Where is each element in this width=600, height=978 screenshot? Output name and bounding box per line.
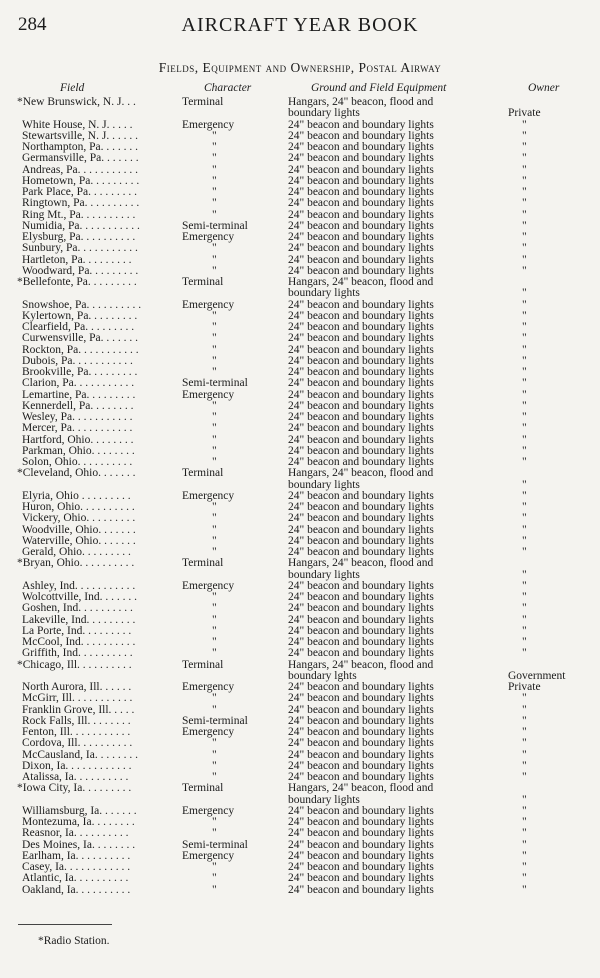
equipment-cell: 24" beacon and boundary lights	[288, 534, 434, 547]
character-cell: Emergency	[182, 388, 235, 401]
character-cell: "	[212, 703, 217, 716]
field-cell: McGirr, Ill. . . . . . . . . . .	[22, 692, 133, 705]
character-cell: "	[212, 129, 217, 142]
character-cell: "	[212, 354, 217, 367]
column-header-owner: Owner	[528, 82, 560, 94]
character-cell: "	[212, 343, 217, 356]
owner-cell: "	[522, 692, 527, 705]
equipment-cell: 24" beacon and boundary lights	[288, 197, 434, 210]
owner-cell: "	[522, 388, 527, 401]
character-cell: "	[212, 602, 217, 615]
field-cell: Atalissa, Ia. . . . . . . . . .	[22, 771, 129, 783]
field-cell: North Aurora, Ill. . . . . .	[22, 681, 132, 693]
airway-table	[0, 97, 600, 896]
field-cell: Waterville, Ohio. . . . . . .	[22, 534, 136, 547]
owner-cell: "	[522, 647, 527, 660]
field-cell: Woodville, Ohio. . . . . . .	[22, 523, 136, 536]
equipment-cell: 24" beacon and boundary lights	[288, 433, 434, 446]
character-cell: "	[212, 872, 217, 885]
owner-cell: "	[522, 422, 527, 435]
owner-cell: "	[522, 253, 527, 266]
equipment-cell: 24" beacon and boundary lights	[288, 602, 434, 615]
field-cell: McCool, Ind. . . . . . . . . .	[22, 636, 136, 648]
equipment-cell: boundary lights	[288, 478, 360, 491]
owner-cell: "	[522, 366, 527, 378]
field-cell: Clearfield, Pa. . . . . . . . .	[22, 321, 135, 333]
table-row	[0, 783, 600, 794]
field-cell: Curwensville, Pa. . . . . . .	[22, 332, 138, 345]
field-cell: *Cleveland, Ohio. . . . . . .	[17, 467, 136, 480]
field-cell: Kylertown, Pa. . . . . . . . .	[22, 309, 138, 322]
equipment-cell: 24" beacon and boundary lights	[288, 883, 434, 896]
equipment-cell: 24" beacon and boundary lights	[288, 332, 434, 345]
equipment-cell: 24" beacon and boundary lights	[288, 624, 434, 637]
field-cell: Gerald, Ohio. . . . . . . . .	[22, 546, 131, 558]
footnote-rule	[18, 924, 112, 925]
table-row	[0, 153, 600, 164]
table-row	[0, 468, 600, 479]
equipment-cell: 24" beacon and boundary lights	[288, 771, 434, 783]
equipment-cell: 24" beacon and boundary lights	[288, 501, 434, 513]
character-cell: "	[212, 332, 217, 345]
equipment-cell: 24" beacon and boundary lights	[288, 298, 434, 311]
equipment-cell: 24" beacon and boundary lights	[288, 354, 434, 367]
equipment-cell: boundary lights	[288, 287, 360, 300]
owner-cell: "	[522, 624, 527, 637]
owner-cell: "	[522, 568, 527, 581]
character-cell: "	[212, 456, 217, 468]
owner-cell: "	[522, 219, 527, 232]
owner-cell: "	[522, 523, 527, 536]
equipment-cell: 24" beacon and boundary lights	[288, 129, 434, 142]
owner-cell: "	[522, 591, 527, 603]
equipment-cell: 24" beacon and boundary lights	[288, 827, 434, 840]
owner-cell: "	[522, 714, 527, 727]
character-cell: "	[212, 883, 217, 896]
equipment-cell: 24" beacon and boundary lights	[288, 309, 434, 322]
field-cell: Rockton, Pa. . . . . . . . . . .	[22, 343, 139, 356]
field-cell: Montezuma, Ia. . . . . . . .	[22, 816, 135, 828]
character-cell: "	[212, 647, 217, 660]
owner-cell: "	[522, 579, 527, 592]
field-cell: Hometown, Pa. . . . . . . . .	[22, 174, 140, 187]
field-cell: Lakeville, Ind. . . . . . . . .	[22, 613, 136, 626]
table-row	[0, 288, 600, 299]
table-row	[0, 513, 600, 524]
field-cell: Stewartsville, N. J. . . . . .	[22, 129, 138, 142]
equipment-cell: 24" beacon and boundary lights	[288, 692, 434, 705]
character-cell: "	[212, 433, 217, 446]
owner-cell: "	[522, 636, 527, 648]
field-cell: Wolcottville, Ind. . . . . . .	[22, 591, 138, 603]
equipment-cell: boundary lights	[288, 568, 360, 581]
field-cell: Casey, Ia. . . . . . . . . . . .	[22, 861, 131, 873]
equipment-cell: 24" beacon and boundary lights	[288, 456, 434, 468]
character-cell: "	[212, 591, 217, 603]
character-cell: "	[212, 264, 217, 277]
owner-cell: "	[522, 827, 527, 840]
footnote: *Radio Station.	[38, 935, 110, 947]
field-cell: Dixon, Ia. . . . . . . . . . . .	[22, 759, 132, 772]
character-cell: "	[212, 692, 217, 705]
equipment-cell: 24" beacon and boundary lights	[288, 523, 434, 536]
owner-cell: "	[522, 546, 527, 558]
character-cell: "	[212, 771, 217, 783]
owner-cell: "	[522, 759, 527, 772]
owner-cell: "	[522, 242, 527, 255]
table-row	[0, 378, 600, 389]
column-header-field: Field	[60, 82, 85, 94]
equipment-cell: Hangars, 24" beacon, flood and	[288, 96, 434, 108]
equipment-cell: 24" beacon and boundary lights	[288, 321, 434, 333]
table-row	[0, 423, 600, 434]
equipment-cell: Hangars, 24" beacon, flood and	[288, 467, 434, 480]
field-cell: Hartleton, Pa. . . . . . . . .	[22, 253, 132, 266]
character-cell: "	[212, 366, 217, 378]
owner-cell: "	[522, 444, 527, 457]
owner-cell: "	[522, 174, 527, 187]
field-cell: Huron, Ohio. . . . . . . . . .	[22, 501, 135, 513]
equipment-cell: 24" beacon and boundary lights	[288, 422, 434, 435]
equipment-cell: 24" beacon and boundary lights	[288, 681, 434, 693]
field-cell: Williamsburg, Ia. . . . . . .	[22, 804, 137, 817]
character-cell: "	[212, 501, 217, 513]
table-row	[0, 558, 600, 569]
owner-cell: "	[522, 129, 527, 142]
running-head: AIRCRAFT YEAR BOOK	[181, 14, 419, 36]
field-cell: Kennerdell, Pa. . . . . . . .	[22, 399, 134, 412]
field-cell: *Bellefonte, Pa. . . . . . . . .	[17, 276, 137, 288]
character-cell: "	[212, 309, 217, 322]
owner-cell: "	[522, 343, 527, 356]
field-cell: Goshen, Ind. . . . . . . . . .	[22, 602, 133, 615]
character-cell: "	[212, 422, 217, 435]
field-cell: Sunbury, Pa. . . . . . . . . . .	[22, 242, 138, 255]
equipment-cell: 24" beacon and boundary lights	[288, 174, 434, 187]
equipment-cell: boundary lghts	[288, 669, 357, 682]
owner-cell: "	[522, 118, 527, 131]
equipment-cell: 24" beacon and boundary lights	[288, 703, 434, 716]
owner-cell: Private	[508, 681, 541, 693]
table-row	[0, 873, 600, 884]
owner-cell: "	[522, 771, 527, 783]
owner-cell: "	[522, 287, 527, 300]
character-cell: Semi-terminal	[182, 714, 248, 727]
equipment-cell: 24" beacon and boundary lights	[288, 636, 434, 648]
field-cell: Vickery, Ohio. . . . . . . . .	[22, 512, 136, 525]
character-cell: "	[212, 512, 217, 525]
equipment-cell: 24" beacon and boundary lights	[288, 726, 434, 738]
owner-cell: "	[522, 298, 527, 311]
equipment-cell: 24" beacon and boundary lights	[288, 231, 434, 243]
equipment-cell: 24" beacon and boundary lights	[288, 366, 434, 378]
equipment-cell: 24" beacon and boundary lights	[288, 512, 434, 525]
character-cell: Terminal	[182, 782, 224, 795]
character-cell: "	[212, 624, 217, 637]
owner-cell: "	[522, 861, 527, 873]
character-cell: Terminal	[182, 658, 224, 671]
owner-cell: "	[522, 478, 527, 491]
field-cell: Franklin Grove, Ill. . . . .	[22, 703, 135, 716]
character-cell: "	[212, 816, 217, 828]
owner-cell: "	[522, 872, 527, 885]
character-cell: Terminal	[182, 276, 224, 288]
field-cell: Reasnor, Ia. . . . . . . . . .	[22, 827, 129, 840]
owner-cell: "	[522, 197, 527, 210]
equipment-cell: 24" beacon and boundary lights	[288, 377, 434, 390]
field-cell: Ring Mt., Pa. . . . . . . . . .	[22, 208, 136, 221]
field-cell: Brookville, Pa. . . . . . . . .	[22, 366, 138, 378]
character-cell: "	[212, 861, 217, 873]
equipment-cell: 24" beacon and boundary lights	[288, 748, 434, 761]
equipment-cell: 24" beacon and boundary lights	[288, 388, 434, 401]
field-cell: Solon, Ohio. . . . . . . . . .	[22, 456, 133, 468]
owner-cell: "	[522, 163, 527, 176]
field-cell: Lemartine, Pa. . . . . . . . .	[22, 388, 136, 401]
equipment-cell: Hangars, 24" beacon, flood and	[288, 557, 434, 570]
table-row	[0, 885, 600, 896]
table-row	[0, 648, 600, 659]
character-cell: "	[212, 748, 217, 761]
equipment-cell: 24" beacon and boundary lights	[288, 411, 434, 423]
owner-cell: "	[522, 838, 527, 851]
owner-cell: "	[522, 399, 527, 412]
character-cell: "	[212, 411, 217, 423]
field-cell: Oakland, Ia. . . . . . . . . .	[22, 883, 131, 896]
equipment-cell: 24" beacon and boundary lights	[288, 186, 434, 198]
owner-cell: "	[522, 411, 527, 423]
owner-cell: "	[522, 849, 527, 862]
character-cell: Semi-terminal	[182, 838, 248, 851]
character-cell: Emergency	[182, 726, 235, 738]
field-cell: *New Brunswick, N. J. . .	[17, 96, 136, 108]
character-cell: "	[212, 759, 217, 772]
owner-cell: "	[522, 613, 527, 626]
field-cell: Wesley, Pa. . . . . . . . . . .	[22, 411, 133, 423]
field-cell: Parkman, Ohio. . . . . . . .	[22, 444, 135, 457]
equipment-cell: 24" beacon and boundary lights	[288, 714, 434, 727]
equipment-cell: 24" beacon and boundary lights	[288, 546, 434, 558]
field-cell: Cordova, Ill. . . . . . . . . .	[22, 737, 133, 750]
field-cell: Clarion, Pa. . . . . . . . . . .	[22, 377, 135, 390]
column-header-equipment: Ground and Field Equipment	[311, 82, 447, 94]
field-cell: Des Moines, Ia. . . . . . . .	[22, 838, 136, 851]
field-cell: Elyria, Ohio . . . . . . . . .	[22, 489, 131, 502]
equipment-cell: 24" beacon and boundary lights	[288, 804, 434, 817]
field-cell: Rock Falls, Ill. . . . . . . .	[22, 714, 131, 727]
table-row	[0, 243, 600, 254]
field-cell: Earlham, Ia. . . . . . . . . .	[22, 849, 131, 862]
character-cell: Emergency	[182, 681, 235, 693]
equipment-cell: 24" beacon and boundary lights	[288, 253, 434, 266]
owner-cell: "	[522, 501, 527, 513]
field-cell: Andreas, Pa. . . . . . . . . . .	[22, 163, 138, 176]
field-cell: Hartford, Ohio. . . . . . . .	[22, 433, 134, 446]
field-cell: Mercer, Pa. . . . . . . . . . .	[22, 422, 133, 435]
character-cell: Emergency	[182, 118, 235, 131]
field-cell: *Iowa City, Ia. . . . . . . . .	[17, 782, 132, 795]
character-cell: Semi-terminal	[182, 377, 248, 390]
equipment-cell: 24" beacon and boundary lights	[288, 613, 434, 626]
equipment-cell: 24" beacon and boundary lights	[288, 399, 434, 412]
owner-cell: "	[522, 737, 527, 750]
field-cell: Snowshoe, Pa. . . . . . . . . .	[22, 298, 142, 311]
equipment-cell: 24" beacon and boundary lights	[288, 152, 434, 165]
equipment-cell: 24" beacon and boundary lights	[288, 759, 434, 772]
owner-cell: "	[522, 309, 527, 322]
field-cell: Elysburg, Pa. . . . . . . . . .	[22, 231, 136, 243]
owner-cell: "	[522, 377, 527, 390]
column-header-character: Character	[204, 82, 252, 94]
owner-cell: "	[522, 703, 527, 716]
equipment-cell: 24" beacon and boundary lights	[288, 219, 434, 232]
character-cell: "	[212, 737, 217, 750]
owner-cell: "	[522, 456, 527, 468]
owner-cell: Private	[508, 107, 541, 120]
field-cell: *Chicago, Ill. . . . . . . . . .	[17, 658, 132, 671]
field-cell: Ringtown, Pa. . . . . . . . . .	[22, 197, 140, 210]
character-cell: Emergency	[182, 231, 235, 243]
owner-cell: "	[522, 332, 527, 345]
character-cell: Semi-terminal	[182, 219, 248, 232]
character-cell: Emergency	[182, 298, 235, 311]
field-cell: Dubois, Pa. . . . . . . . . . .	[22, 354, 133, 367]
equipment-cell: 24" beacon and boundary lights	[288, 163, 434, 176]
equipment-cell: 24" beacon and boundary lights	[288, 872, 434, 885]
field-cell: Park Place, Pa. . . . . . . . .	[22, 186, 137, 198]
field-cell: *Bryan, Ohio. . . . . . . . . .	[17, 557, 135, 570]
equipment-cell: Hangars, 24" beacon, flood and	[288, 658, 434, 671]
field-cell: Atlantic, Ia. . . . . . . . . .	[22, 872, 129, 885]
owner-cell: "	[522, 354, 527, 367]
table-row	[0, 603, 600, 614]
character-cell: "	[212, 186, 217, 198]
owner-cell: "	[522, 602, 527, 615]
equipment-cell: 24" beacon and boundary lights	[288, 579, 434, 592]
owner-cell: Government	[508, 669, 566, 682]
owner-cell: "	[522, 231, 527, 243]
owner-cell: "	[522, 804, 527, 817]
character-cell: "	[212, 321, 217, 333]
character-cell: "	[212, 163, 217, 176]
table-row	[0, 738, 600, 749]
equipment-cell: 24" beacon and boundary lights	[288, 444, 434, 457]
table-row	[0, 108, 600, 119]
owner-cell: "	[522, 883, 527, 896]
field-cell: McCausland, Ia. . . . . . . .	[22, 748, 138, 761]
owner-cell: "	[522, 726, 527, 738]
equipment-cell: boundary lights	[288, 793, 360, 806]
character-cell: "	[212, 141, 217, 153]
section-title: Fields, Equipment and Ownership, Postal Airway	[158, 60, 442, 75]
equipment-cell: Hangars, 24" beacon, flood and	[288, 276, 434, 288]
equipment-cell: 24" beacon and boundary lights	[288, 141, 434, 153]
character-cell: "	[212, 174, 217, 187]
character-cell: "	[212, 636, 217, 648]
equipment-cell: 24" beacon and boundary lights	[288, 343, 434, 356]
page-number: 284	[18, 14, 47, 35]
character-cell: Emergency	[182, 849, 235, 862]
character-cell: "	[212, 523, 217, 536]
character-cell: "	[212, 613, 217, 626]
character-cell: "	[212, 546, 217, 558]
equipment-cell: 24" beacon and boundary lights	[288, 849, 434, 862]
equipment-cell: Hangars, 24" beacon, flood and	[288, 782, 434, 795]
character-cell: Terminal	[182, 557, 224, 570]
character-cell: Terminal	[182, 96, 224, 108]
character-cell: "	[212, 444, 217, 457]
character-cell: "	[212, 253, 217, 266]
equipment-cell: 24" beacon and boundary lights	[288, 489, 434, 502]
equipment-cell: 24" beacon and boundary lights	[288, 242, 434, 255]
owner-cell: "	[522, 534, 527, 547]
equipment-cell: 24" beacon and boundary lights	[288, 264, 434, 277]
table-row	[0, 828, 600, 839]
character-cell: "	[212, 152, 217, 165]
owner-cell: "	[522, 152, 527, 165]
character-cell: "	[212, 534, 217, 547]
equipment-cell: 24" beacon and boundary lights	[288, 737, 434, 750]
field-cell: Germansville, Pa. . . . . . .	[22, 152, 139, 165]
owner-cell: "	[522, 186, 527, 198]
field-cell: Fenton, Ill. . . . . . . . . . .	[22, 726, 131, 738]
character-cell: "	[212, 208, 217, 221]
owner-cell: "	[522, 512, 527, 525]
equipment-cell: 24" beacon and boundary lights	[288, 591, 434, 603]
field-cell: Numidia, Pa. . . . . . . . . . .	[22, 219, 140, 232]
equipment-cell: boundary lights	[288, 107, 360, 120]
owner-cell: "	[522, 793, 527, 806]
table-row	[0, 198, 600, 209]
field-cell: Ashley, Ind. . . . . . . . . . .	[22, 579, 136, 592]
equipment-cell: 24" beacon and boundary lights	[288, 838, 434, 851]
field-cell: White House, N. J. . . . .	[22, 118, 133, 131]
owner-cell: "	[522, 264, 527, 277]
character-cell: Emergency	[182, 489, 235, 502]
field-cell: La Porte, Ind. . . . . . . . .	[22, 624, 132, 637]
owner-cell: "	[522, 748, 527, 761]
character-cell: Emergency	[182, 579, 235, 592]
equipment-cell: 24" beacon and boundary lights	[288, 816, 434, 828]
owner-cell: "	[522, 816, 527, 828]
owner-cell: "	[522, 433, 527, 446]
table-row	[0, 333, 600, 344]
field-cell: Woodward, Pa. . . . . . . . .	[22, 264, 139, 277]
owner-cell: "	[522, 489, 527, 502]
character-cell: "	[212, 197, 217, 210]
equipment-cell: 24" beacon and boundary lights	[288, 118, 434, 131]
equipment-cell: 24" beacon and boundary lights	[288, 208, 434, 221]
field-cell: Northampton, Pa. . . . . . .	[22, 141, 138, 153]
field-cell: Griffith, Ind. . . . . . . . . .	[22, 647, 133, 660]
owner-cell: "	[522, 141, 527, 153]
owner-cell: "	[522, 321, 527, 333]
table-row	[0, 693, 600, 704]
character-cell: "	[212, 242, 217, 255]
owner-cell: "	[522, 208, 527, 221]
equipment-cell: 24" beacon and boundary lights	[288, 647, 434, 660]
equipment-cell: 24" beacon and boundary lights	[288, 861, 434, 873]
character-cell: "	[212, 827, 217, 840]
character-cell: Emergency	[182, 804, 235, 817]
character-cell: "	[212, 399, 217, 412]
character-cell: Terminal	[182, 467, 224, 480]
